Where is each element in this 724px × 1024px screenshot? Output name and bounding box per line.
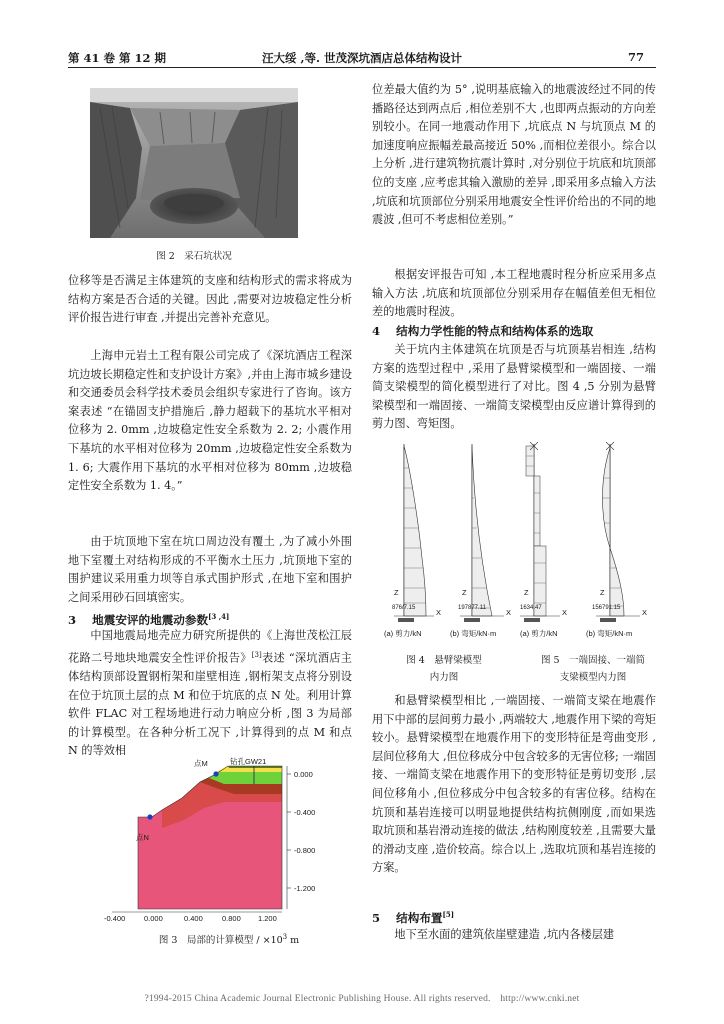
left-paragraph-4-a: 中国地震局地壳应力研究所提供的《上海世茂松江辰花路二号地块地震安全性评价报告》 bbox=[68, 629, 352, 665]
fig5b-moment-diagram bbox=[530, 442, 640, 622]
y-tick-0: 0.000 bbox=[294, 770, 313, 779]
running-title: 汪大绥 ,等. 世茂深坑酒店总体结构设计 bbox=[262, 51, 463, 65]
left-paragraph-3: 由于坑顶地下室在坑口周边没有覆土 ,为了减小外围地下室覆土对结构形成的不平衡水土压力 ,坑顶地下室的围护建议采用重力坝等自承式围护形式 ,在地下室和围护之间采用砂石回填密实。 bbox=[68, 535, 352, 604]
journal-volume-issue: 第 41 卷 第 12 期 bbox=[68, 51, 167, 65]
section-3-ref: [3 ,4] bbox=[208, 612, 230, 621]
fig4b-value: 197877.11 bbox=[458, 605, 486, 611]
x-tick-3: 0.800 bbox=[222, 914, 241, 923]
left-paragraph-1: 位移等是否满足主体建筑的支座和结构形式的需求将成为结构方案是否合适的关键。因此 ,需要对边坡稳定性分析评价报告进行审查 ,并提出完善补充意见。 bbox=[68, 274, 352, 325]
figure-3-caption bbox=[104, 932, 354, 946]
header-rule bbox=[68, 67, 656, 68]
fig4a-axis-z: Z bbox=[394, 588, 399, 597]
y-tick-1: -0.400 bbox=[294, 808, 316, 817]
section-5-title: 结构布置 bbox=[396, 910, 443, 925]
fig4b-axis-x: X bbox=[506, 608, 512, 617]
point-m-marker bbox=[213, 771, 218, 776]
section-4-title: 结构力学性能的特点和结构体系的选取 bbox=[396, 324, 594, 338]
quarry-pit-photo bbox=[90, 88, 298, 238]
fig5-sub-b: (b) 弯矩/kN·m bbox=[586, 629, 633, 638]
figure-5-caption-line2: 支梁模型内力图 bbox=[559, 672, 627, 683]
left-paragraph-4-ref: [3] bbox=[251, 650, 262, 659]
right-paragraph-5: 地下至水面的建筑依崖壁建造 ,坑内各楼层建 bbox=[394, 928, 615, 941]
figure-3-model bbox=[104, 757, 354, 923]
page-number: 77 bbox=[628, 50, 645, 64]
fig5a-axis-z: Z bbox=[524, 588, 529, 597]
copyright-footer: ?1994-2015 China Academic Journal Electronic Publishing House. All rights reserved. http://www.cnki.net bbox=[144, 994, 580, 1004]
figure-3-caption-exp: 3 bbox=[282, 932, 288, 941]
section-4-number: 4 bbox=[372, 324, 381, 338]
section-3-title: 地震安评的地震动参数 bbox=[92, 612, 209, 627]
fig4b-axis-z: Z bbox=[462, 588, 467, 597]
point-n-label: 点N bbox=[136, 833, 149, 842]
fig4-sub-b: (b) 弯矩/kN·m bbox=[450, 629, 497, 638]
borehole-label: 钻孔GW21 bbox=[230, 757, 267, 766]
left-paragraph-2: 上海申元岩土工程有限公司完成了《深坑酒店工程深坑边坡长期稳定性和支护设计方案》,并由上海市城乡建设和交通委员会科学技术委员会组织专家进行了咨询。该方案表述 “在锚固支护措施后 ,静力超载下的基坑水平相对位移为 2. 0mm ,边坡稳定性安全系数为 2. 2; 小震作用下基坑的水平相对位移为 20mm ,边坡稳定性安全系数为 1. 6; 大震作用下基坑的水平相对位移为 80mm ,边坡稳定性安全系数为 1. 4。” bbox=[68, 349, 352, 493]
y-tick-2: -0.800 bbox=[294, 846, 316, 855]
fig4a-shear-diagram bbox=[394, 444, 434, 622]
left-paragraph-4-b: 表述 “深坑酒店主体结构顶部设置钢桁架和崖壁相连 ,钢桁架支点将分别设在位于坑顶土层的点 M 和位于坑底的点 N 处。利用计算软件 FLAC 对工程场地进行动力响应分析 ,图 3 为局部的计算模型。在各种分析工况下 ,计算得到的点 M 和点 N 的等效相 bbox=[68, 651, 352, 758]
x-tick-0: -0.400 bbox=[104, 914, 126, 923]
fig4a-value: 876/7.15 bbox=[392, 605, 416, 611]
figures-4-5-diagrams bbox=[374, 438, 658, 643]
point-m-label: 点M bbox=[194, 759, 208, 768]
figure-5-caption-line1: 图 5 一端固接、一端简 bbox=[540, 655, 646, 666]
fig5a-axis-x: X bbox=[562, 608, 568, 617]
figure-4-caption-line2: 内力图 bbox=[429, 672, 459, 683]
section-3-number: 3 bbox=[68, 612, 77, 627]
fig5b-axis-z: Z bbox=[600, 588, 605, 597]
x-tick-2: 0.400 bbox=[184, 914, 203, 923]
figure-4-caption-line1: 图 4 悬臂梁模型 bbox=[406, 655, 482, 666]
x-tick-1: 0.000 bbox=[144, 914, 163, 923]
figure-3-caption-unit: m bbox=[287, 935, 300, 946]
fig5-sub-a: (a) 剪力/kN bbox=[520, 629, 558, 638]
section-4-heading bbox=[372, 322, 593, 341]
right-paragraph-3: 关于坑内主体建筑在坑顶是否与坑顶基岩相连 ,结构方案的选型过程中 ,采用了悬臂梁模型和一端固接、一端简支梁模型的简化模型进行了对比。图 4 ,5 分别为悬臂梁模型和一端固接、一端简支梁模型由反应谱计算得到的剪力图、弯矩图。 bbox=[372, 343, 656, 431]
y-tick-3: -1.200 bbox=[294, 884, 316, 893]
figure-2-caption: 图 2 采石坑状况 bbox=[156, 251, 232, 262]
fig4a-axis-x: X bbox=[436, 608, 442, 617]
right-paragraph-2: 根据安评报告可知 ,本工程地震时程分析应采用多点输入方法 ,坑底和坑顶部位分别采用存在幅值差但无相位差的地震时程波。 bbox=[372, 268, 656, 319]
right-paragraph-1: 位差最大值约为 5° ,说明基底输入的地震波经过不同的传播路径达到两点后 ,相位差别不大 ,也即两点振动的方向差别较小。在同一地震动作用下 ,坑底点 N 与坑顶点 M 的加速度响应振幅差最高接近 50% ,而相位差很小。综合以上分析 ,进行建筑物抗震计算时 ,对分别位于坑底和坑顶部位的支座 ,应考虑其输入激励的差异 ,即采用多点输入方法 ,坑底和坑顶部位分别采用地震安全性评价给出的不同的地震波 ,但可不考虑相位差别。” bbox=[372, 83, 656, 227]
fig5b-value: 156791.15 bbox=[592, 605, 621, 611]
x-tick-4: 1.200 bbox=[258, 914, 277, 923]
fig5a-value: 1634.47 bbox=[520, 605, 542, 611]
figure-3-caption-text: 图 3 局部的计算模型 / ×10 bbox=[158, 935, 283, 946]
fig5b-axis-x: X bbox=[642, 608, 648, 617]
section-5-ref: [5] bbox=[442, 910, 455, 919]
fig4-sub-a: (a) 剪力/kN bbox=[384, 629, 422, 638]
right-paragraph-4: 和悬臂梁模型相比 ,一端固接、一端简支梁在地震作用下中部的层间剪力最小 ,两端较大 ,地震作用下梁的弯矩较小。悬臂梁模型在地震作用下的变形特征是弯曲变形 ,层间位移角大 ,但位移成分中包含较多的无害位移; 一端固接、一端简支梁在地震作用下的变形特征是剪切变形 ,层间位移角小 ,但位移成分中包含较多的有害位移。结构在坑顶和基岩连接可以明显地提供结构抗侧刚度 ,而如果选取坑顶和基岩滑动连接的做法 ,结构刚度较差 ,且需要大量的滑动支座 ,造价较高。综合以上 ,选取坑顶和基岩连接的方案。 bbox=[372, 694, 656, 875]
section-5-heading bbox=[372, 906, 454, 927]
point-n-marker bbox=[147, 814, 152, 819]
left-paragraph-4 bbox=[68, 627, 352, 761]
section-5-number: 5 bbox=[372, 910, 381, 925]
